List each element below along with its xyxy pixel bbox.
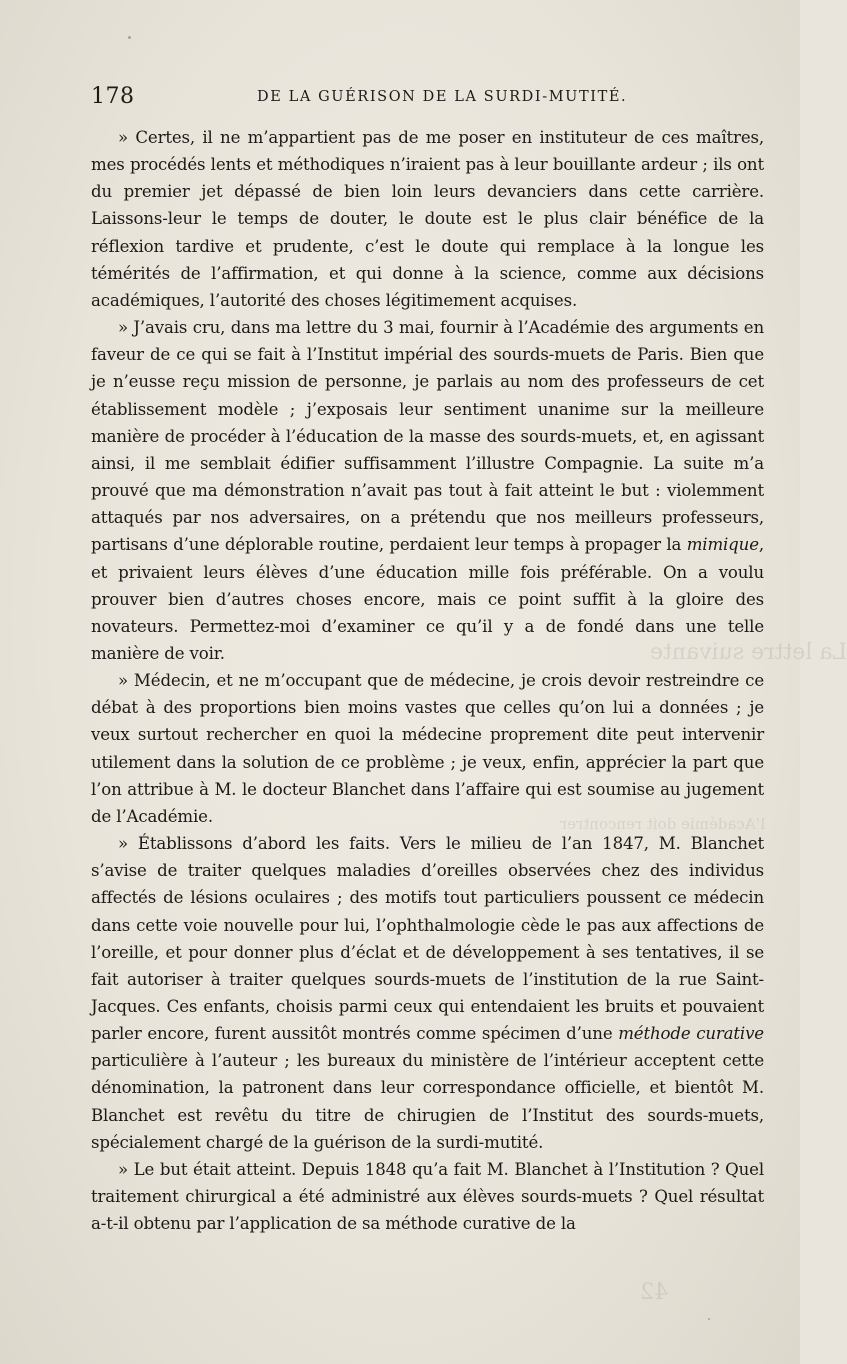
page-number: 178 [91, 84, 135, 109]
running-head: DE LA GUÉRISON DE LA SURDI-MUTITÉ. [257, 89, 628, 105]
italic-term: méthode curative [618, 1024, 764, 1044]
italic-term: mimique [686, 535, 759, 555]
paper-speck [708, 1318, 710, 1320]
bleed-through-text-upper: La lettre suivante [650, 640, 847, 665]
paragraph-5: » Le but était atteint. Depuis 1848 qu’a fait M. Blanchet à l’Institution ? Quel traitement chirurgical a été administré aux élèves sourds-muets ? Quel résultat a-t-il obtenu par l’application de sa méthode curative de la [91, 1159, 764, 1234]
bleed-through-page-number: 42 [640, 1280, 668, 1305]
paper-speck [128, 36, 131, 39]
page-header [91, 84, 771, 114]
paragraph-4: » Établissons d’abord les faits. Vers le milieu de l’an 1847, M. Blanchet s’avise de traiter quelques maladies d’oreilles observées chez des individus affectés de lésions oculaires ; des motifs tout particuliers poussent ce médecin dans cette voie nouvelle pour lui, l’ophthalmologie cède le pas aux affections de l’oreille, et pour donner plus d’éclat et de développement à ses tentatives, il se fait autoriser à traiter quelques sourds-muets de l’institution de la rue Saint-Jacques. Ces enfants, choisis parmi ceux qui entendaient les bruits et pouvaient parler encore, furent aussitôt montrés comme spécimen d’une méthode curative particulière à l’auteur ; les bureaux du ministère de l’intérieur acceptent cette dénomination, la patronent dans leur correspondance officielle, et bientôt M. Blanchet est revêtu du titre de chirugien de l’Institut des sourds-muets, spécialement chargé de la guérison de la surdi-mutité. [91, 834, 764, 1152]
paragraph-3: » Médecin, et ne m’occupant que de médecine, je crois devoir restreindre ce débat à des proportions bien moins vastes que celles qu’on lui a données ; je veux surtout rechercher en quoi la médecine proprement dite peut intervenir utilement dans la solution de ce problème ; je veux, enfin, apprécier la part que l’on attribue à M. le docteur Blanchet dans l’affaire qui est soumise au jugement de l’Académie. [91, 671, 764, 826]
paragraph-2: » J’avais cru, dans ma lettre du 3 mai, fournir à l’Académie des arguments en faveur de ce qui se fait à l’Institut impérial des sourds-muets de Paris. Bien que je n’eusse reçu mission de personne, je parlais au nom des professeurs de cet établissement modèle ; j’exposais leur sentiment unanime sur la meilleure manière de procéder à l’éducation de la masse des sourds-muets, et, en agissant ainsi, il me semblait édifier suffisamment l’illustre Compagnie. La suite m’a prouvé que ma démonstration n’avait pas tout à fait atteint le but : violemment attaqués par nos adversaires, on a prétendu que nos meilleurs professeurs, partisans d’une déplorable routine, perdaient leur temps à propager la mimique, et privaient leurs élèves d’une éducation mille fois préférable. On a voulu prouver bien d’autres choses encore, mais ce point suffit à la gloire des novateurs. Permettez-moi d’examiner ce qu’il y a de fondé dans une telle manière de voir. [91, 318, 764, 663]
bleed-through-text-middle: l’Académie doit rencontrer [560, 815, 766, 833]
paragraph-1: » Certes, il ne m’appartient pas de me poser en instituteur de ces maîtres, mes procédés lents et méthodiques n’iraient pas à leur bouillante ardeur ; ils ont du premier jet dépassé de bien loin leurs devanciers dans cette carrière. Laissons-leur le temps de douter, le doute est le plus clair bénéfice de la réflexion tardive et prudente, c’est le doute qui remplace à la longue les témérités de l’affirmation, et qui donne à la science, comme aux décisions académiques, l’autorité des choses légitimement acquises. [91, 128, 764, 310]
body-text [91, 124, 764, 1237]
